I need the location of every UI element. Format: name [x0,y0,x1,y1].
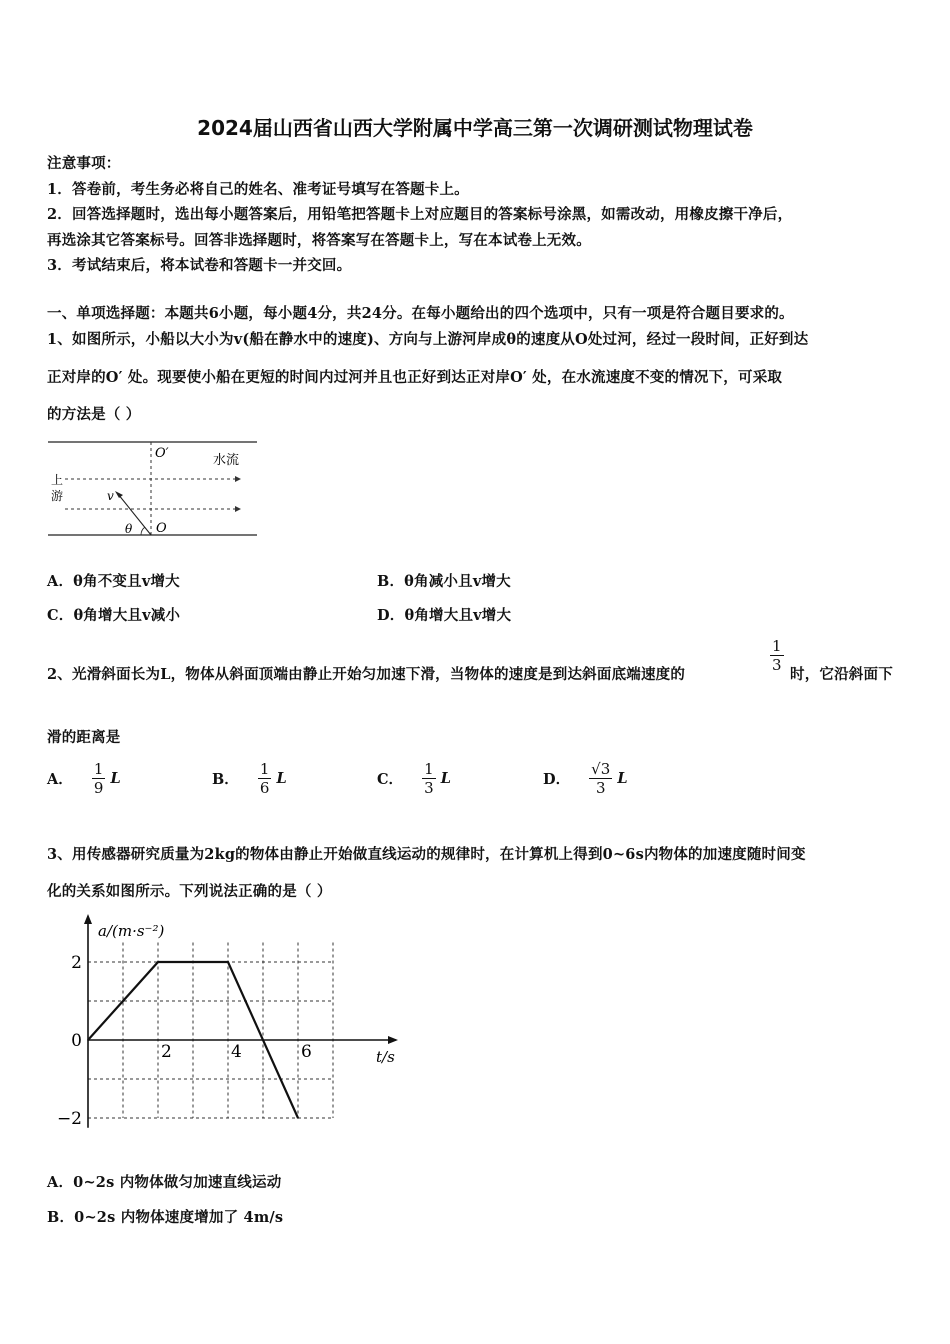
flow-arrow-2 [235,506,241,512]
q2-option-b-suffix: L [276,770,287,787]
notice-item-2: 2．回答选择题时，选出每小题答案后，用铅笔把答题卡上对应题目的答案标号涂黑，如需改动，用橡皮擦干净后， [47,206,793,223]
upstream-label-1: 上 [51,473,64,487]
notice-item-3: 3．考试结束后，将本试卷和答题卡一并交回。 [47,257,352,274]
q2-option-b [212,760,287,797]
flow-arrow-1 [235,476,241,482]
notice-item-1: 1．答卷前，考生务必将自己的姓名、准考证号填写在答题卡上。 [47,181,469,198]
y-tick-label: 2 [71,953,82,973]
x-tick-label: 6 [301,1042,312,1062]
o-label: O [156,521,167,536]
river-diagram [45,436,260,541]
q2-option-d-label: D． [543,771,571,788]
q2-option-d-suffix: L [617,770,628,787]
q1-option-a: A．θ角不变且v增大 [47,573,180,590]
x-axis-arrow [388,1036,398,1044]
q2-option-c-frac [422,760,436,797]
o-prime-label: O′ [155,446,169,461]
q2-line-1a: 2、光滑斜面长为L，物体从斜面顶端由静止开始匀加速下滑，当物体的速度是到达斜面底端速度的 [47,666,686,683]
y-tick-label: 0 [71,1031,82,1051]
q2-option-b-frac [258,760,272,797]
q3-line-1: 3、用传感器研究质量为2kg的物体由静止开始做直线运动的规律时，在计算机上得到0~6s内物体的加速度随时间变 [47,846,806,863]
data-point [157,961,159,963]
q1-option-b: B．θ角减小且v增大 [377,573,511,590]
water-flow-label: 水流 [213,453,240,468]
data-point [297,1117,299,1119]
q3-option-a: A．0~2s 内物体做匀加速直线运动 [47,1174,282,1191]
q2-option-d-num: √3 [591,760,611,778]
q2-option-c-label: C． [377,771,404,788]
q2-option-a-suffix: L [110,770,121,787]
x-tick-label: 4 [231,1042,242,1062]
q2-option-b-label: B． [212,771,239,788]
q2-option-d [543,760,628,797]
q2-line-2: 滑的距离是 [47,729,121,746]
upstream-label-2: 游 [51,489,64,503]
q2-option-c-num: 1 [424,760,434,778]
q2-fraction-den: 3 [772,656,782,674]
q2-option-c [377,760,451,797]
q1-line-2: 正对岸的O′ 处。现要使小船在更短的时间内过河并且也正好到达正对岸O′ 处，在水流速度不变的情况下，可采取 [47,369,783,386]
q2-fraction-num: 1 [772,637,782,655]
q1-line-3: 的方法是（ ） [47,406,141,423]
q2-option-c-den: 3 [424,779,434,797]
theta-arc [141,527,145,535]
theta-label: θ [125,522,133,536]
q2-option-d-frac [589,760,612,797]
q2-option-d-den: 3 [589,778,612,797]
data-point [227,961,229,963]
data-point [87,1039,89,1041]
velocity-vector [118,494,151,535]
q2-option-a-label: A． [47,771,73,788]
y-axis-arrow [84,914,92,924]
v-label: v [107,489,114,503]
q2-line-1b: 时，它沿斜面下 [790,666,893,683]
q1-line-1: 1、如图所示，小船以大小为v(船在静水中的速度)、方向与上游河岸成θ的速度从O处过河，经过一段时间，正好到达 [47,331,809,348]
page-title: 2024届山西省山西大学附属中学高三第一次调研测试物理试卷 [197,116,753,140]
q3-line-2: 化的关系如图所示。下列说法正确的是（ ） [47,883,332,900]
notice-heading: 注意事项： [47,155,121,172]
q2-fraction [770,637,784,674]
q2-option-c-suffix: L [440,770,451,787]
q2-option-a-num: 1 [93,760,104,778]
q2-option-a [47,760,121,797]
q1-option-c: C．θ角增大且v减小 [47,607,181,624]
section-heading: 一、单项选择题：本题共6小题，每小题4分，共24分。在每小题给出的四个选项中，只有一项是符合题目要求的。 [47,305,794,322]
q2-option-b-den: 6 [259,779,270,797]
notice-item-2-cont: 再选涂其它答案标号。回答非选择题时，将答案写在答题卡上，写在本试卷上无效。 [47,232,591,249]
velocity-arrowhead [115,491,123,498]
q2-option-b-num: 1 [259,760,270,778]
q3-option-b: B．0~2s 内物体速度增加了 4m/s [47,1209,284,1226]
y-tick-label: −2 [56,1109,82,1129]
q1-option-d: D．θ角增大且v增大 [377,607,512,624]
acceleration-chart [55,912,405,1142]
q2-option-a-frac [92,760,106,797]
q2-option-a-den: 9 [93,779,104,797]
x-axis-label: t/s [376,1048,395,1066]
y-axis-label: a/(m·s⁻²) [98,922,165,940]
x-tick-label: 2 [161,1042,172,1062]
